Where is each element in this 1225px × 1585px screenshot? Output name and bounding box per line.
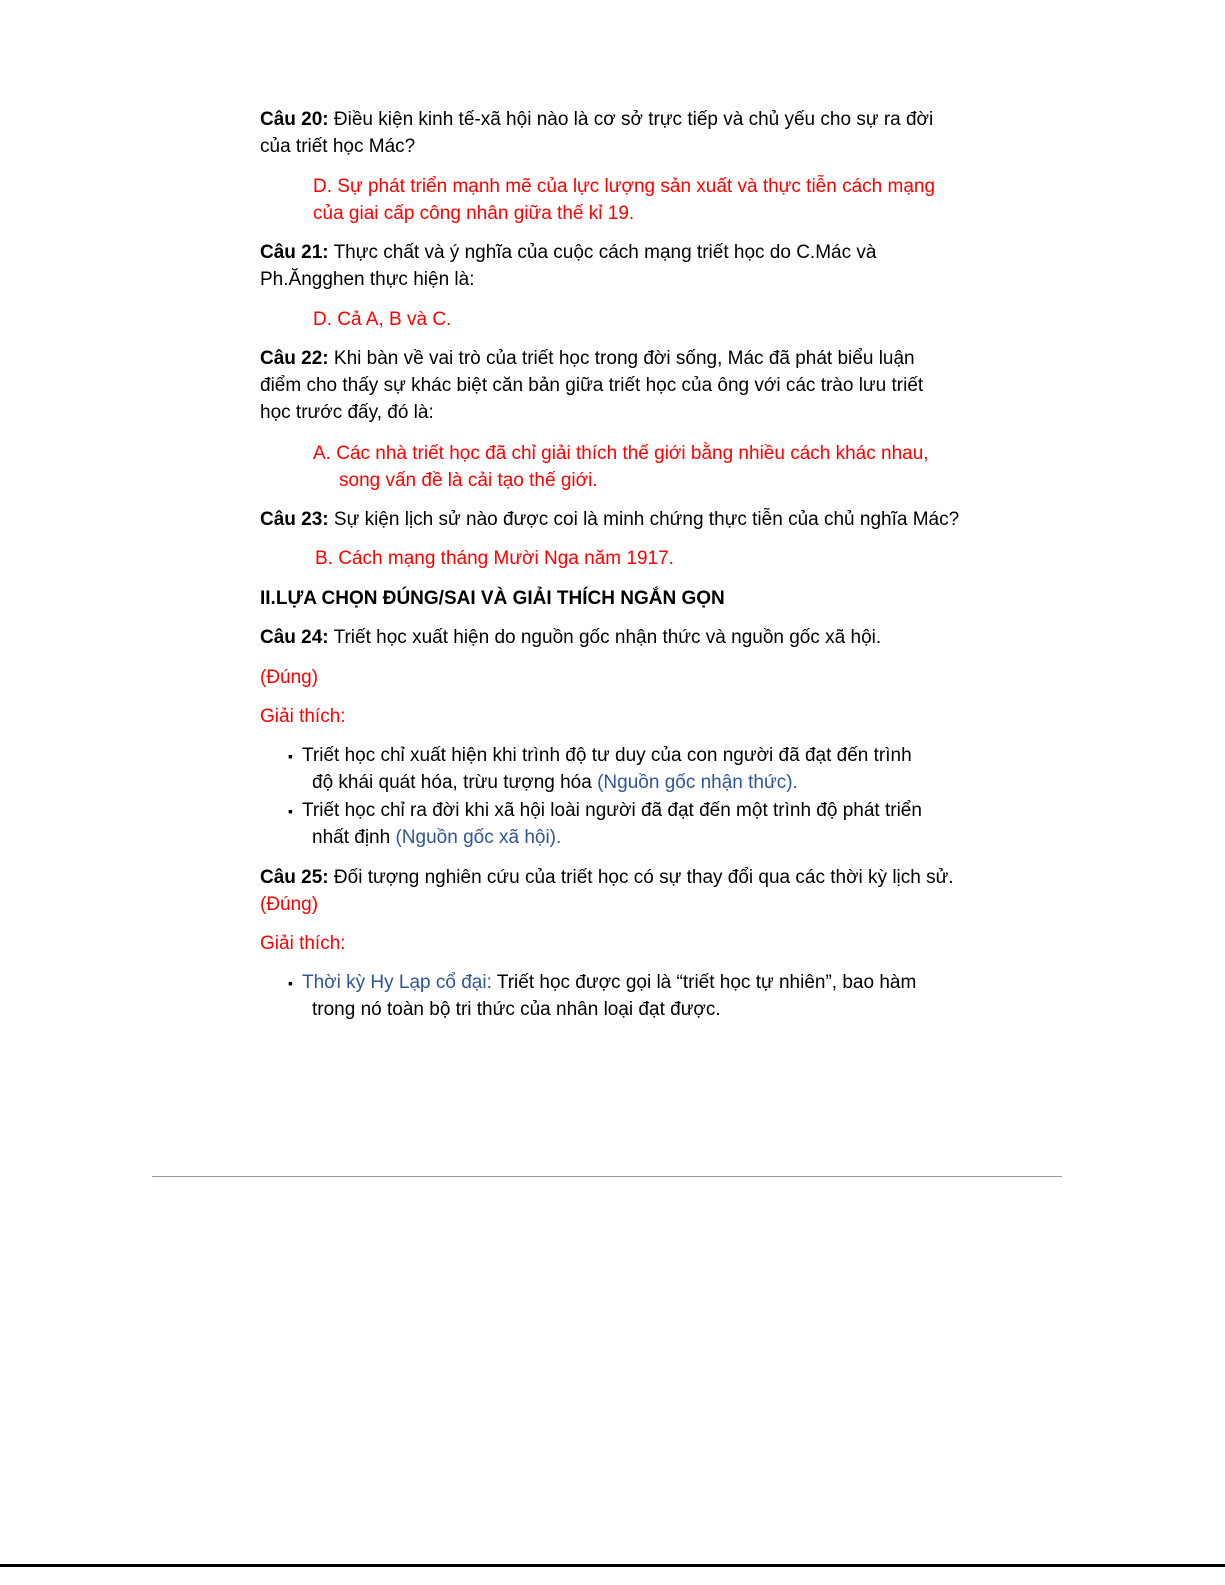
bullet-text: Triết học chỉ ra đời khi xã hội loài người đã đạt đến một trình độ phát triển <box>302 800 922 821</box>
bottom-border <box>0 1564 1225 1567</box>
section-title: II.LỰA CHỌN ĐÚNG/SAI VÀ GIẢI THÍCH NGẮN GỌN <box>260 588 725 609</box>
question-label: Câu 21: <box>260 242 329 263</box>
answer-20 <box>313 173 973 227</box>
bullet-tag: Thời kỳ Hy Lạp cổ đại: <box>302 972 492 993</box>
question-label: Câu 20: <box>260 109 329 130</box>
bullet-icon: ▪ <box>288 803 293 819</box>
question-text: Điều kiện kinh tế-xã hội nào là cơ sở trực tiếp và chủ yếu cho sự ra đời <box>328 109 934 130</box>
verdict-24 <box>260 664 960 691</box>
bullet-text: Triết học được gọi là “triết học tự nhiên”, bao hàm <box>491 972 917 993</box>
bullet-icon: ▪ <box>288 748 293 764</box>
bullet-item <box>288 969 968 1023</box>
verdict-text: (Đúng) <box>260 667 319 688</box>
bullet-text: độ khái quát hóa, trừu tượng hóa <box>312 772 598 793</box>
answer-23 <box>315 545 975 572</box>
verdict-text: (Đúng) <box>260 894 319 915</box>
answer-22 <box>313 440 973 494</box>
answer-text: B. Cách mạng tháng Mười Nga năm 1917. <box>315 548 674 569</box>
bullet-text: trong nó toàn bộ tri thức của nhân loại đạt được. <box>312 999 721 1020</box>
question-text: của triết học Mác? <box>260 136 416 157</box>
answer-text: A. Các nhà triết học đã chỉ giải thích thế giới bằng nhiều cách khác nhau, <box>313 443 929 464</box>
question-21 <box>260 239 960 293</box>
question-label: Câu 24: <box>260 627 329 648</box>
question-24 <box>260 624 960 651</box>
question-23 <box>260 506 980 533</box>
question-text: học trước đấy, đó là: <box>260 402 434 423</box>
answer-text: D. Cả A, B và C. <box>313 309 452 330</box>
question-text: Khi bàn về vai trò của triết học trong đời sống, Mác đã phát biểu luận <box>328 348 915 369</box>
explain-label: Giải thích: <box>260 706 346 727</box>
question-25 <box>260 864 980 918</box>
question-text: Thực chất và ý nghĩa của cuộc cách mạng triết học do C.Mác và <box>328 242 877 263</box>
question-text: Triết học xuất hiện do nguồn gốc nhận thức và nguồn gốc xã hội. <box>328 627 882 648</box>
explain-label-24 <box>260 703 960 730</box>
bullet-tag: (Nguồn gốc nhận thức). <box>597 772 798 793</box>
question-20 <box>260 106 960 160</box>
answer-21 <box>313 306 973 333</box>
question-text: Sự kiện lịch sử nào được coi là minh chứng thực tiễn của chủ nghĩa Mác? <box>328 509 960 530</box>
explain-label-25 <box>260 930 960 957</box>
answer-text: của giai cấp công nhân giữa thế kỉ 19. <box>313 203 635 224</box>
answer-text: song vấn đề là cải tạo thế giới. <box>339 470 598 491</box>
explain-label: Giải thích: <box>260 933 346 954</box>
question-label: Câu 23: <box>260 509 329 530</box>
question-text: Ph.Ăngghen thực hiện là: <box>260 269 475 290</box>
answer-text: D. Sự phát triển mạnh mẽ của lực lượng sản xuất và thực tiễn cách mạng <box>313 176 936 197</box>
bullet-item <box>288 797 968 851</box>
question-label: Câu 22: <box>260 348 329 369</box>
page-divider <box>152 1176 1062 1177</box>
bullet-item <box>288 742 968 796</box>
question-22 <box>260 345 960 426</box>
bullet-text: nhất định <box>312 827 396 848</box>
bullet-icon: ▪ <box>288 975 293 991</box>
question-text: điểm cho thấy sự khác biệt căn bản giữa triết học của ông với các trào lưu triết <box>260 375 924 396</box>
question-text: Đối tượng nghiên cứu của triết học có sự thay đổi qua các thời kỳ lịch sử. <box>328 867 954 888</box>
bullet-text: Triết học chỉ xuất hiện khi trình độ tư duy của con người đã đạt đến trình <box>302 745 912 766</box>
bullet-tag: (Nguồn gốc xã hội). <box>395 827 562 848</box>
question-label: Câu 25: <box>260 867 329 888</box>
section-heading <box>260 585 960 612</box>
